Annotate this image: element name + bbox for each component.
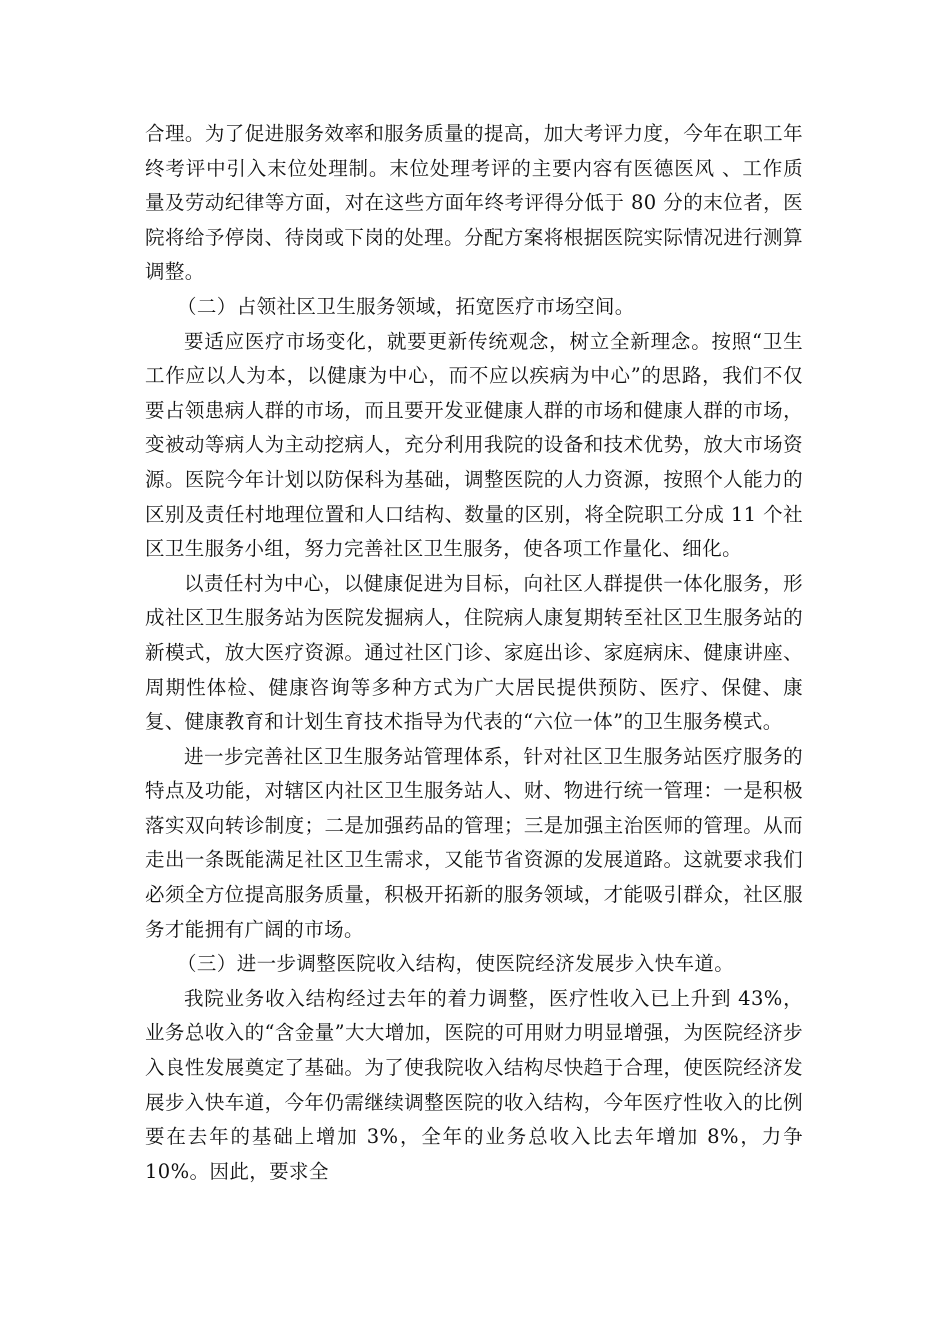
paragraph-continuation: 合理。为了促进服务效率和服务质量的提高，加大考评力度，今年在职工年终考评中引入末位处理制。末位处理考评的主要内容有医德医风 、工作质量及劳动纪律等方面，对在这些方面年终考评得分低于 80 分的末位者，医院将给予停岗、待岗或下岗的处理。分配方案将根据医院实际情况进行测算调整。 xyxy=(145,122,803,284)
paragraph-management-system: 进一步完善社区卫生服务站管理体系，针对社区卫生服务站医疗服务的特点及功能，对辖区内社区卫生服务站人、财、物进行统一管理：一是积极落实双向转诊制度；二是加强药品的管理；三是加强主治医师的管理。从而走出一条既能满足社区卫生需求，又能节省资源的发展道路。这就要求我们必须全方位提高服务质量，积极开拓新的服务领域，才能吸引群众，社区服务才能拥有广阔的市场。 xyxy=(145,744,803,941)
paragraph-market-change: 要适应医疗市场变化，就要更新传统观念，树立全新理念。按照“卫生工作应以人为本，以健康为中心，而不应以疾病为中心”的思路，我们不仅要占领患病人群的市场，而且要开发亚健康人群的市场和健康人群的市场，变被动等病人为主动挖病人，充分利用我院的设备和技术优势，放大市场资源。医院今年计划以防保科为基础，调整医院的人力资源，按照个人能力的区别及责任村地理位置和人口结构、数量的区别，将全院职工分成 11 个社区卫生服务小组，努力完善社区卫生服务，使各项工作量化、细化。 xyxy=(145,329,803,561)
document-body xyxy=(145,117,803,1189)
paragraph-income-structure: 我院业务收入结构经过去年的着力调整，医疗性收入已上升到 43%，业务总收入的“含金量”大大增加，医院的可用财力明显增强，为医院经济步入良性发展奠定了基础。为了使我院收入结构尽快趋于合理，使医院经济发展步入快车道，今年仍需继续调整医院的收入结构，今年医疗性收入的比例要在去年的基础上增加 3%，全年的业务总收入比去年增加 8%，力争 10%。因此，要求全 xyxy=(145,986,803,1183)
section-heading-3: （三）进一步调整医院收入结构，使医院经济发展步入快车道。 xyxy=(177,952,735,976)
section-heading-2: （二）占领社区卫生服务领域，拓宽医疗市场空间。 xyxy=(177,294,635,318)
paragraph-integrated-service: 以责任村为中心，以健康促进为目标，向社区人群提供一体化服务，形成社区卫生服务站为医院发掘病人，住院病人康复期转至社区卫生服务站的新模式，放大医疗资源。通过社区门诊、家庭出诊、家庭病床、健康讲座、周期性体检、健康咨询等多种方式为广大居民提供预防、医疗、保健、康复、健康教育和计划生育技术指导为代表的“六位一体”的卫生服务模式。 xyxy=(145,571,803,734)
